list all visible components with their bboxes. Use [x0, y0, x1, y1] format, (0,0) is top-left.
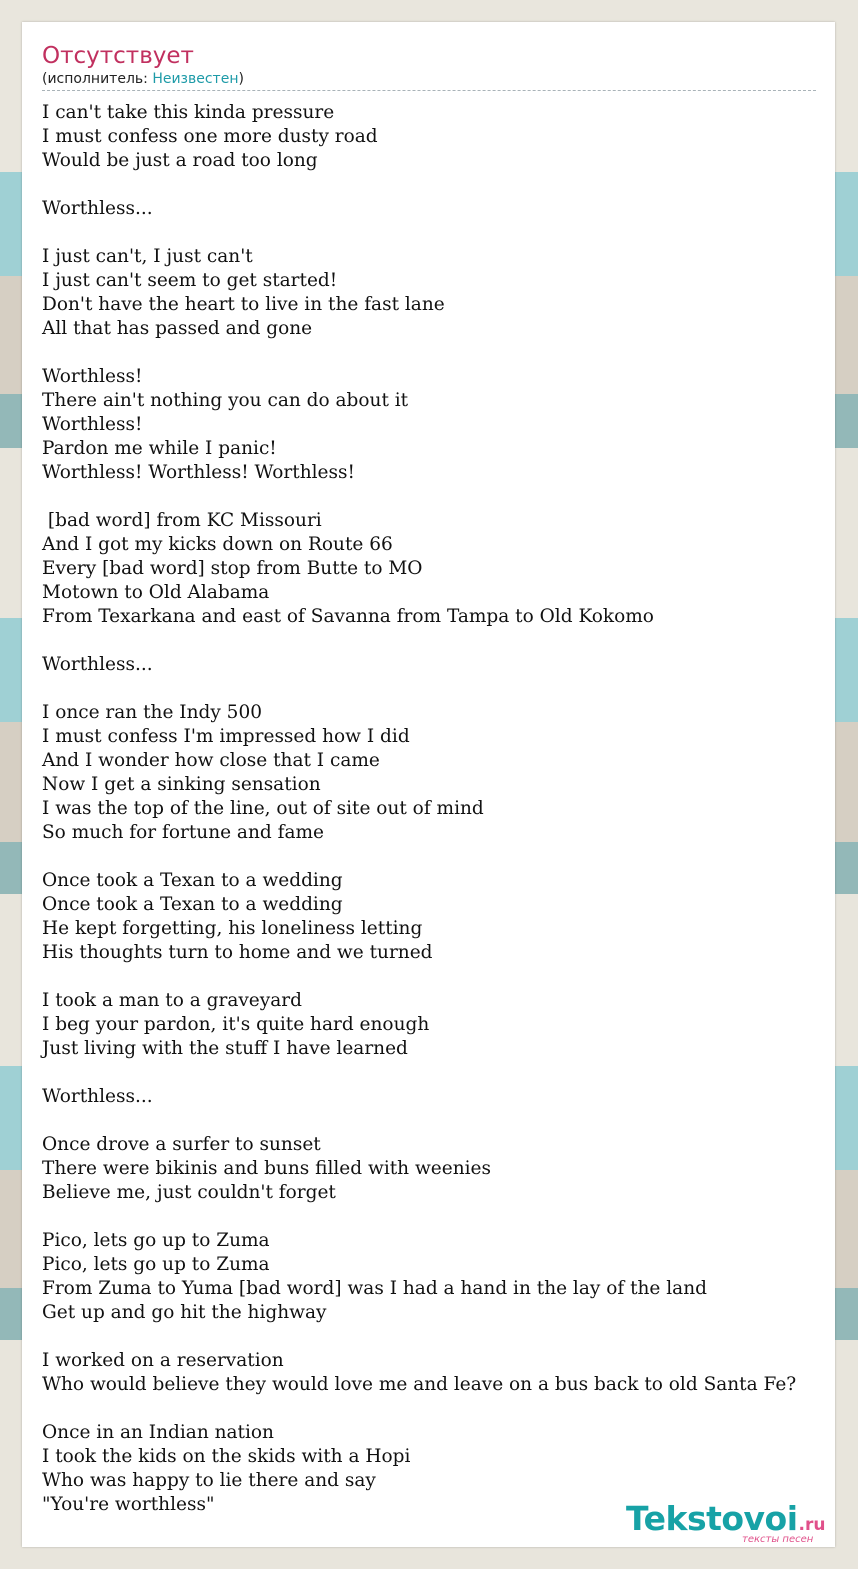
site-logo[interactable]	[626, 1500, 826, 1548]
logo-tld: .ru	[798, 1515, 826, 1535]
artist-suffix: )	[238, 71, 244, 87]
artist-line	[42, 70, 816, 88]
song-header	[42, 42, 816, 91]
logo-tagline: тексты песен	[742, 1534, 814, 1545]
lyrics-text: I can't take this kinda pressure I must confess one more dusty road Would be just a road too long Worthless... I just can't, I just can't I just can't seem to get started! Don't have the heart to live in the fast lane All that has passed and gone Worthless! There ain't nothing you can do about it Worthless! Pardon me while I panic! Worthless! Worthless! Worthless! [bad word] from KC Missouri And I got my kicks down on Route 66 Every [bad word] stop from Butte to MO Motown to Old Alabama From Texarkana and east of Savanna from Tampa to Old Kokomo Worthless... I once ran the Indy 500 I must confess I'm impressed how I did And I wonder how close that I came Now I get a sinking sensation I was the top of the line, out of site out of mind So much for fortune and fame Once took a Texan to a wedding Once took a Texan to a wedding He kept forgetting, his loneliness letting His thoughts turn to home and we turned I took a man to a graveyard I beg your pardon, it's quite hard enough Just living with the stuff I have learned Worthless... Once drove a surfer to sunset There were bikinis and buns filled with weenies Believe me, just couldn't forget Pico, lets go up to Zuma Pico, lets go up to Zuma From Zuma to Yuma [bad word] was I had a hand in the lay of the land Get up and go hit the highway I worked on a reservation Who would believe they would love me and leave on a bus back to old Santa Fe? Once in an Indian nation I took the kids on the skids with a Hopi Who was happy to lie there and say "You're worthless"	[42, 102, 797, 1515]
artist-prefix: (исполнитель:	[42, 71, 153, 87]
logo-name: Tekstovoi	[626, 1499, 798, 1538]
lyrics-card	[22, 22, 835, 1547]
song-title: Отсутствует	[42, 43, 194, 69]
artist-link[interactable]: Неизвестен	[152, 71, 239, 87]
